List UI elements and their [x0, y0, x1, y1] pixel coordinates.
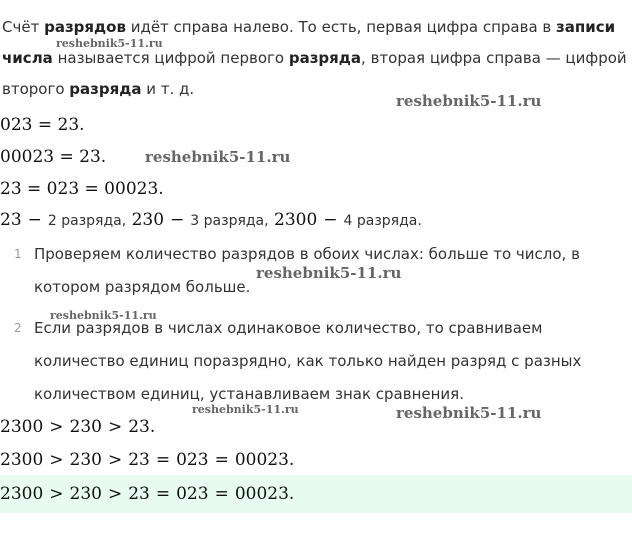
answer-line: 2300 > 230 > 23 = 023 = 00023.: [0, 484, 295, 504]
list-number: 1: [14, 247, 22, 261]
watermark: reshebnik5-11.ru: [50, 309, 157, 322]
list-number: 2: [14, 321, 22, 335]
equation-3: 23 = 023 = 00023.: [0, 179, 164, 199]
result-line-1: 2300 > 230 > 23.: [0, 417, 156, 437]
ranks-line: 23 − 2 разряда, 230 − 3 разряда, 2300 − 4 разряда.: [0, 210, 422, 230]
watermark: reshebnik5-11.ru: [256, 264, 402, 282]
equation-1: 023 = 23.: [0, 115, 85, 135]
list-item-text: Проверяем количество разрядов в обоих числах: больше то число, в котором разрядом больше.: [34, 245, 580, 296]
intro-paragraph: Счёт разрядов идёт справа налево. То есть, первая цифра справа в записи числа называется цифрой первого разряда, вторая цифра справа — цифрой второго разряда и т. д.: [2, 18, 627, 98]
watermark: reshebnik5-11.ru: [145, 148, 291, 166]
result-line-2: 2300 > 230 > 23 = 023 = 00023.: [0, 450, 295, 470]
watermark: reshebnik5-11.ru: [192, 403, 299, 416]
watermark: reshebnik5-11.ru: [396, 404, 542, 422]
list-item: [14, 312, 614, 411]
equation-2: 00023 = 23.: [0, 147, 107, 167]
list-item-text: Если разрядов в числах одинаковое количество, то сравниваем количество единиц поразрядно, как только найден разряд с разных количеством единиц, устанавливаем знак сравнения.: [34, 319, 582, 403]
watermark: reshebnik5-11.ru: [56, 37, 163, 50]
watermark: reshebnik5-11.ru: [396, 92, 542, 110]
